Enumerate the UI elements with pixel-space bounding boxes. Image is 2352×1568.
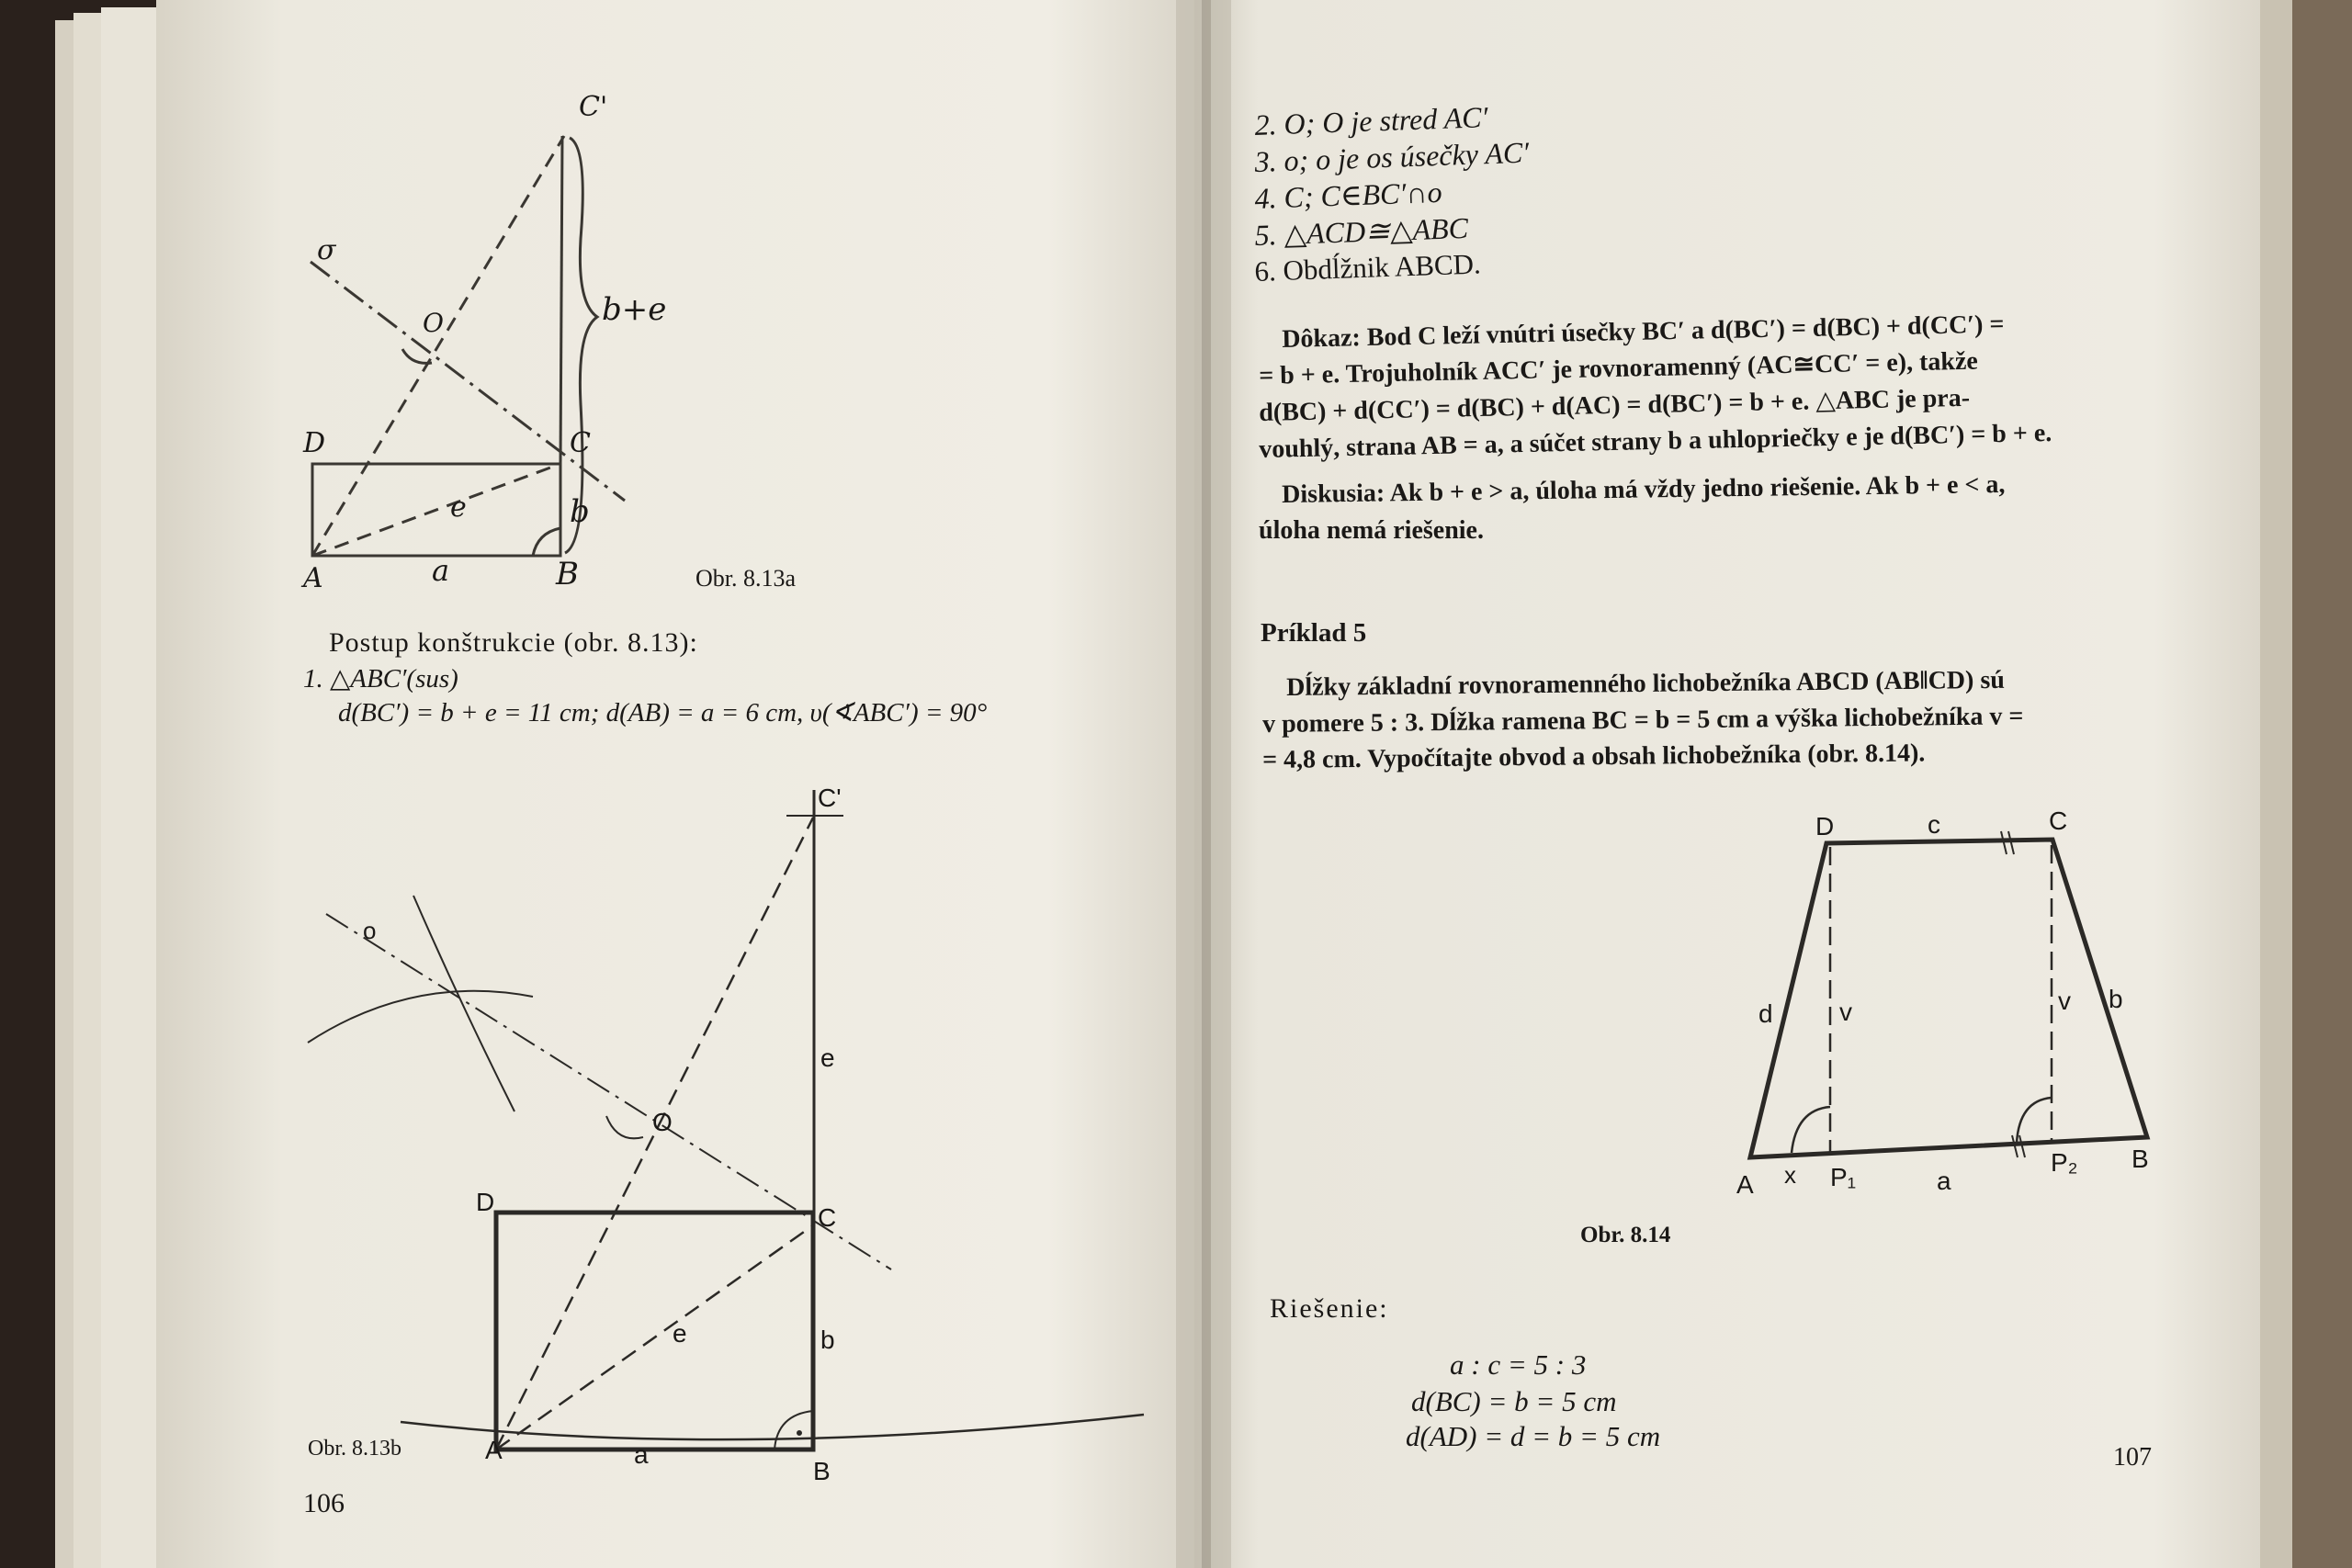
fig-b-label-e-upper: e xyxy=(820,1043,835,1072)
fig-c-label-d: D xyxy=(1815,812,1835,840)
step-2: 2. O; O je stred AC′ xyxy=(1253,100,1489,141)
fig-a-label-e: e xyxy=(450,491,467,524)
fig-c-label-v-left: v xyxy=(1839,998,1852,1026)
fig-c-label-c-side: c xyxy=(1928,810,1940,839)
fig-a-label-sigma: σ xyxy=(317,234,336,266)
proof-line-2: = b + e. Trojuholník ACC′ je rovnoramenný (AC≅CC′ = e), takže xyxy=(1258,346,1979,390)
solution-title: Riešenie: xyxy=(1270,1293,1389,1324)
fig-c-label-c-vertex: C xyxy=(2049,807,2068,835)
fig-b-label-d: D xyxy=(476,1188,495,1216)
solution-line-1: a : c = 5 : 3 xyxy=(1450,1348,1587,1381)
fig-b-label-o-axis: o xyxy=(363,917,377,944)
fig-a-label-b: b xyxy=(570,493,590,530)
fig-a-label-a-vertex: A xyxy=(303,562,323,594)
fig-c-label-a-side: a xyxy=(1937,1167,1951,1195)
fig-b-caption: Obr. 8.13b xyxy=(308,1437,401,1461)
fig-c-label-b-side: b xyxy=(2109,985,2123,1013)
right-page-number: 107 xyxy=(2113,1443,2152,1472)
fig-b-label-a-side: a xyxy=(634,1440,649,1469)
fig-a-label-o: O xyxy=(423,308,444,338)
proof-line-4: vouhlý, strana AB = a, a súčet strany b a uhlopriečky e je d(BC′) = b + e. xyxy=(1258,418,2052,464)
fig-b-label-c-prime: C' xyxy=(818,784,842,812)
step-4: 4. C; C∈BC′∩o xyxy=(1253,175,1443,215)
fig-c-label-p1: P₁ xyxy=(1830,1163,1857,1191)
fig-c-label-p2: P₂ xyxy=(2051,1148,2078,1177)
fig-c-label-d-side: d xyxy=(1758,999,1773,1028)
solution-line-2: d(BC) = b = 5 cm xyxy=(1411,1385,1617,1417)
fig-c-caption: Obr. 8.14 xyxy=(1580,1223,1671,1247)
fig-a-caption: Obr. 8.13a xyxy=(695,565,797,592)
fig-a-label-c: C xyxy=(570,427,591,459)
example-line-1: Dĺžky základní rovnoramenného lichobežníka ABCD (AB‖CD) sú xyxy=(1285,665,2006,702)
discussion-line-2: úloha nemá riešenie. xyxy=(1259,516,1484,545)
step-3: 3. o; o je os úsečky AC′ xyxy=(1253,135,1530,178)
step-6: 6. Obdĺžnik ABCD. xyxy=(1253,247,1482,288)
fig-a-label-a-side: a xyxy=(432,553,450,588)
solution-line-3: d(AD) = d = b = 5 cm xyxy=(1406,1420,1661,1452)
example-title: Príklad 5 xyxy=(1261,618,1367,648)
step-1-line-b: d(BC′) = b + e = 11 cm; d(AB) = a = 6 cm, υ(∢ABC′) = 90° xyxy=(338,698,988,728)
discussion-line-1: Diskusia: Ak b + e > a, úloha má vždy jedno riešenie. Ak b + e < a, xyxy=(1281,470,2006,509)
fig-c-label-x: x xyxy=(1784,1161,1796,1189)
fig-a-label-b-plus-e: b+e xyxy=(602,291,667,328)
fig-b-label-b-vertex: B xyxy=(813,1457,831,1485)
fig-c-label-v-right: v xyxy=(2058,987,2071,1015)
fig-c-label-a-vertex: A xyxy=(1736,1170,1754,1199)
right-page xyxy=(1194,0,2260,1568)
fig-b-label-c: C xyxy=(818,1203,837,1232)
step-1-line-a: 1. △ABC′(sus) xyxy=(303,664,458,694)
fig-b-label-o-center: O xyxy=(652,1108,673,1136)
fig-c-label-b-vertex: B xyxy=(2132,1145,2149,1173)
example-line-3: = 4,8 cm. Vypočítajte obvod a obsah lichobežníka (obr. 8.14). xyxy=(1261,739,1926,774)
fig-a-label-d: D xyxy=(303,427,326,459)
fig-b-label-e-lower: e xyxy=(673,1319,687,1348)
fig-b-label-b: b xyxy=(820,1325,835,1354)
fig-b-label-a-vertex: A xyxy=(485,1436,503,1464)
step-5: 5. △ACD≅△ABC xyxy=(1253,210,1469,252)
example-line-2: v pomere 5 : 3. Dĺžka ramena BC = b = 5 cm a výška lichobežníka v = xyxy=(1261,702,2024,739)
proof-line-1: Dôkaz: Bod C leží vnútri úsečky BC′ a d(BC′) = d(BC) + d(CC′) = xyxy=(1281,310,2005,354)
fig-a-label-c-prime: C' xyxy=(579,91,608,123)
proof-line-3: d(BC) + d(CC′) = d(BC) + d(AC) = d(BC′) = b + e. △ABC je pra- xyxy=(1258,383,1971,427)
fig-a-label-b-vertex: B xyxy=(556,556,579,592)
procedure-title: Postup konštrukcie (obr. 8.13): xyxy=(329,627,698,658)
left-page-number: 106 xyxy=(303,1488,345,1518)
